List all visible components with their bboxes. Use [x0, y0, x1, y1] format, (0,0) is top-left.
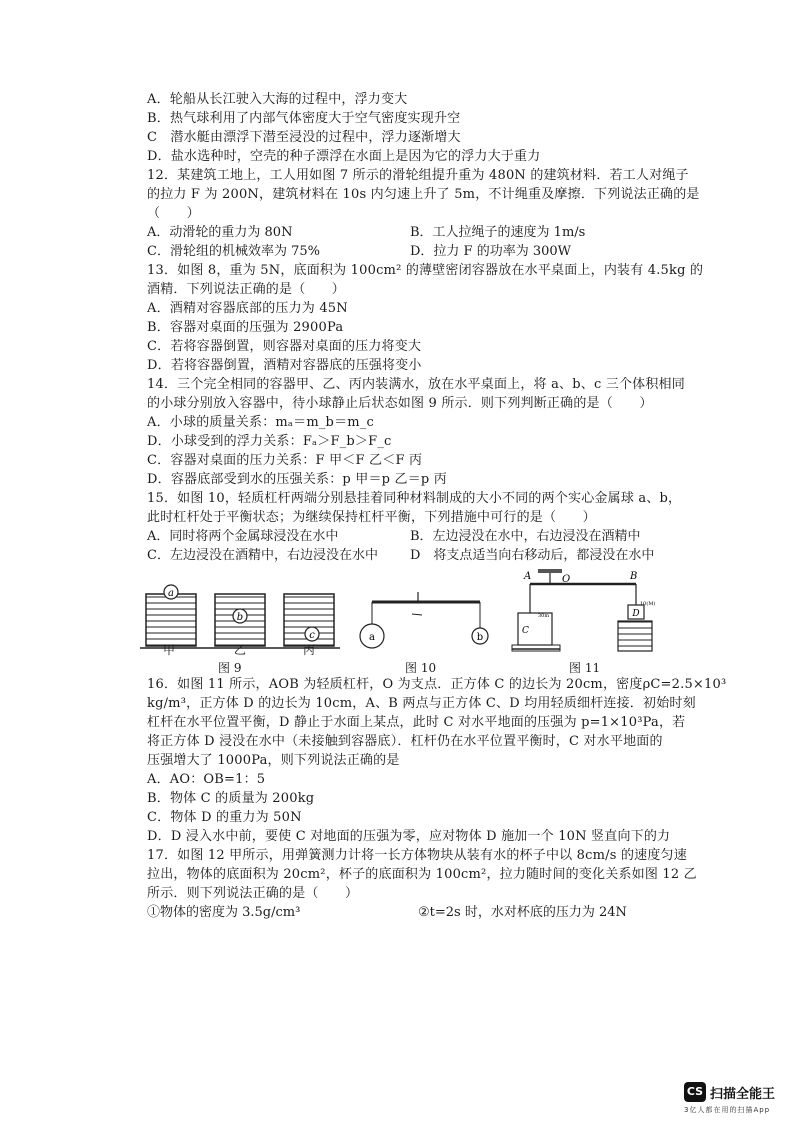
q16-stem-line5: 压强增大了 1000Pa，则下列说法正确的是 [147, 753, 400, 768]
figure-11 [508, 565, 658, 657]
q16-stem-line2: kg/m³，正方体 D 的边长为 10cm，A、B 两点与正方体 C、D 均用轻质细杆连接．初始时刻 [147, 696, 696, 711]
q14-option-b: D．小球受到的浮力关系：Fₐ＞F_b＞F_c [147, 434, 392, 449]
q17-option-1: ①物体的密度为 3.5g/cm³ [147, 905, 301, 920]
q16-option-c: C．物体 D 的重力为 50N [147, 810, 302, 825]
ball-c-label: c [309, 630, 315, 641]
q15-option-c: C．左边浸没在酒精中，右边浸没在水中 [147, 548, 378, 563]
camscanner-logo: CS [684, 1082, 706, 1102]
q16-option-d: D．D 浸入水中前，要使 C 对地面的压强为零，应对物体 D 施加一个 10N 竖直向下的力 [147, 829, 671, 844]
q12-option-d: D．拉力 F 的功率为 300W [410, 244, 572, 259]
camscanner-brand: 扫描全能王 [710, 1087, 776, 1102]
label-cube-d: D [632, 609, 640, 619]
container-bing [284, 594, 334, 646]
ball-a-label: a [369, 632, 375, 643]
q15-stem-line1: 15．如图 10，轻质杠杆两端分别悬挂着同种材料制成的大小不同的两个实心金属球 a、b， [147, 491, 682, 506]
q12-option-a: A．动滑轮的重力为 80N [147, 225, 293, 240]
q17-stem-line2: 拉出，物体的底面积为 20cm²，杯子的底面积为 100cm²，拉力随时间的变化关系如图 12 乙 [147, 867, 697, 882]
container-yi [215, 594, 265, 646]
scribble-d: 10(M) [640, 601, 656, 607]
q11-option-c: C 潜水艇由漂浮下潜至浸没的过程中，浮力逐渐增大 [147, 130, 461, 145]
q13-option-d: D．若将容器倒置，酒精对容器底的压强将变小 [147, 358, 422, 373]
q15-option-b: B．左边浸没在水中，右边浸没在酒精中 [410, 529, 641, 544]
ceiling-support [538, 569, 562, 573]
q16-stem-line1: 16．如图 11 所示，AOB 为轻质杠杆，O 为支点．正方体 C 的边长为 20cm，密度ρC=2.5×10³ [147, 677, 727, 692]
q12-stem-line2: 的拉力 F 为 200N，建筑材料在 10s 内匀速上升了 5m，不计绳重及摩擦．下列说法正确的是 [147, 187, 700, 202]
q13-stem-line2: 酒精．下列说法正确的是（ ） [147, 282, 346, 297]
pivot-mark [412, 614, 422, 615]
container-label-jia: 甲 [163, 643, 176, 657]
q11-option-d: D．盐水选种时，空壳的种子漂浮在水面上是因为它的浮力大于重力 [147, 149, 541, 164]
q13-stem-line1: 13．如图 8，重为 5N，底面积为 100cm² 的薄壁密闭容器放在水平桌面上，内装有 4.5kg 的 [147, 263, 704, 278]
ball-a-label: a [168, 588, 174, 599]
figure-9-caption: 图 9 [218, 661, 242, 675]
q13-option-c: C．若将容器倒置，则容器对桌面的压力将变大 [147, 339, 422, 354]
figure-10 [352, 588, 492, 650]
q16-stem-line3: 杠杆在水平位置平衡，D 静止于水面上某点，此时 C 对水平地面的压强为 p=1×10³Pa，若 [147, 715, 686, 730]
q16-option-b: B．物体 C 的质量为 200kg [147, 791, 315, 806]
q11-option-a: A．轮船从长江驶入大海的过程中，浮力变大 [147, 92, 408, 107]
q15-stem-line2: 此时杠杆处于平衡状态；为继续保持杠杆平衡，下列措施中可行的是（ ） [147, 510, 596, 525]
q16-option-a: A．AO：OB=1：5 [147, 772, 266, 787]
q14-stem-line1: 14．三个完全相同的容器甲、乙、丙内装满水，放在水平桌面上，将 a、b、c 三个体积相同 [147, 377, 685, 392]
q12-option-b: B．工人拉绳子的速度为 1m/s [410, 225, 586, 240]
q15-option-d: D 将支点适当向右移动后，都浸没在水中 [410, 548, 655, 563]
label-point-b: B [630, 571, 638, 582]
label-cube-c: C [522, 626, 529, 636]
ball-b-label: b [236, 612, 244, 623]
camscanner-slogan: 3亿人都在用的扫描App [684, 1106, 771, 1114]
label-point-o: O [562, 574, 571, 585]
figure-10-caption: 图 10 [405, 661, 437, 675]
ball-b-label: b [476, 632, 484, 643]
q13-option-b: B．容器对桌面的压强为 2900Pa [147, 320, 344, 335]
q17-option-2: ②t=2s 时，水对杯底的压力为 24N [418, 905, 627, 920]
q17-stem-line1: 17．如图 12 甲所示，用弹簧测力计将一长方体物块从装有水的杯子中以 8cm/s 的速度匀速 [147, 848, 687, 863]
q14-option-a: A．小球的质量关系：mₐ＝m_b＝m_c [147, 415, 374, 430]
q17-stem-line3: 所示．则下列说法正确的是（ ） [147, 886, 359, 901]
q13-option-a: A．酒精对容器底部的压力为 45N [147, 301, 348, 316]
q12-stem-line1: 12．某建筑工地上，工人用如图 7 所示的滑轮组提升重为 480N 的建筑材料．若工人对绳子 [147, 168, 689, 183]
water-container [618, 621, 652, 651]
q16-stem-line4: 将正方体 D 浸没在水中（未接触到容器底）．杠杆仍在水平位置平衡时，C 对水平地面的 [147, 734, 663, 749]
scribble-c: 30m [538, 613, 550, 619]
q14-option-d: D．容器底部受到水的压强关系：p 甲＝p 乙＝p 丙 [147, 472, 447, 487]
label-point-a: A [524, 571, 532, 582]
container-label-bing: 丙 [303, 643, 316, 657]
q14-option-c: C．容器对桌面的压力关系：F 甲＜F 乙＜F 丙 [147, 453, 423, 468]
container-jia [146, 585, 196, 646]
scanner-watermark [684, 1080, 784, 1120]
container-label-yi: 乙 [234, 643, 247, 657]
q11-option-b: B．热气球利用了内部气体密度大于空气密度实现升空 [147, 111, 461, 126]
q12-answer-bracket: （ ） [147, 206, 200, 221]
q14-stem-line2: 的小球分别放入容器中，待小球静止后状态如图 9 所示．则下列判断正确的是（ ） [147, 396, 653, 411]
q15-option-a: A．同时将两个金属球浸没在水中 [147, 529, 339, 544]
figure-11-caption: 图 11 [569, 661, 601, 675]
q12-option-c: C．滑轮组的机械效率为 75% [147, 244, 320, 259]
